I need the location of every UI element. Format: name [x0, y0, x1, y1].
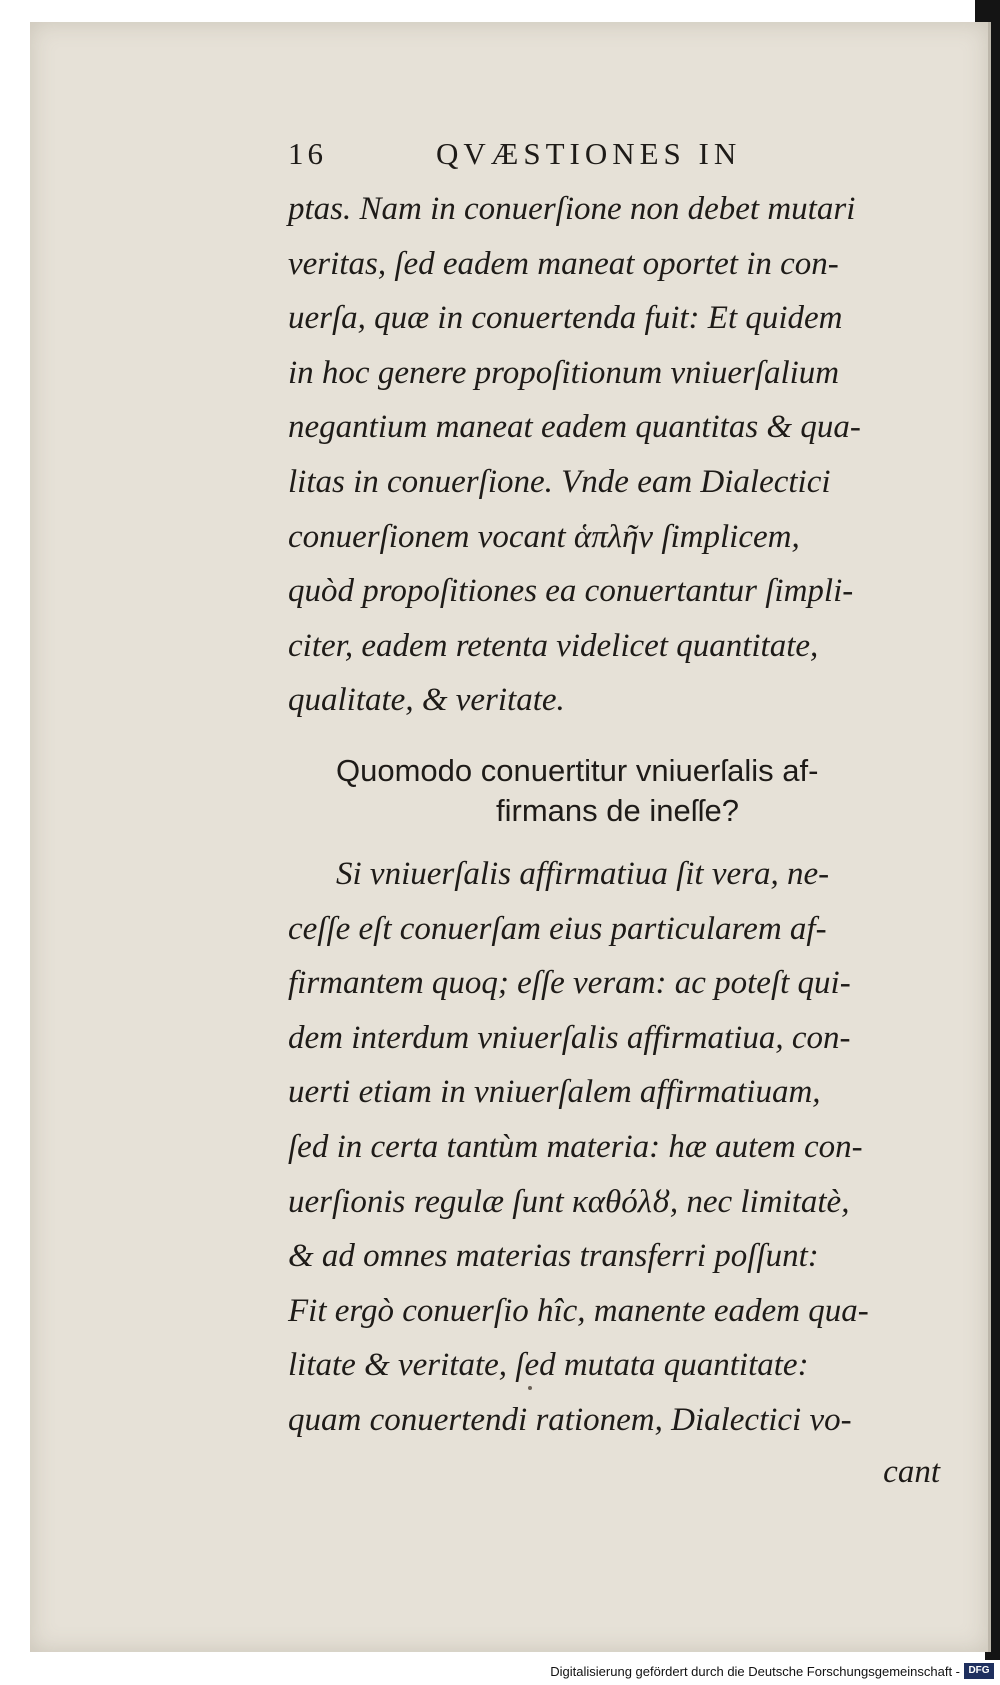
text-line: ceſſe eſt conuerſam eius particularem af-	[288, 910, 827, 947]
text-line: quòd propoſitiones ea conuertantur ſimpli-	[288, 573, 854, 610]
text-line: ptas. Nam in conuerſione non debet mutari	[288, 191, 856, 227]
text-line: litas in conuerſione. Vnde eam Dialectici	[288, 463, 831, 500]
text-line: dem interdum vniuerſalis affirmatiua, con-	[288, 1019, 851, 1056]
text-line: ſed in certa tantùm materia: hæ autem con-	[288, 1128, 863, 1165]
text-line: uerſionis regulæ ſunt καθόλȣ, nec limitatè,	[288, 1183, 850, 1220]
page-text-block	[288, 136, 968, 1497]
section-heading	[288, 751, 968, 831]
text-line: Si vniuerſalis affirmatiua ſit vera, ne-	[336, 855, 830, 892]
text-line: qualitate, & veritate.	[288, 682, 565, 719]
text-line: negantium maneat eadem quantitas & qua-	[288, 409, 861, 446]
text-line: firmantem quoq; eſſe veram: ac poteſt qui-	[288, 965, 851, 1002]
footer-bar	[0, 1660, 1000, 1685]
paragraph-2	[288, 847, 968, 1448]
text-line: veritas, ſed eadem maneat oportet in con-	[288, 245, 839, 282]
page-number: 16	[288, 136, 327, 171]
text-line: in hoc genere propoſitionum vniuerſalium	[288, 354, 840, 391]
text-line: uerſa, quæ in conuertenda fuit: Et quidem	[288, 300, 843, 337]
text-line: conuerſionem vocant ἁπλῆν ſimplicem,	[288, 518, 800, 555]
paragraph-1	[288, 182, 968, 728]
running-head-title: QVÆSTIONES IN	[436, 136, 742, 171]
text-line: Fit ergò conuerſio hîc, manente eadem qua-	[288, 1292, 869, 1329]
text-line: quam conuertendi rationem, Dialectici vo-	[288, 1401, 852, 1438]
digitization-credit: Digitalisierung gefördert durch die Deutsche Forschungsgemeinschaft -	[550, 1664, 960, 1679]
heading-line: Quomodo conuertitur vniuerſalis af-	[336, 752, 819, 788]
ink-speck	[528, 1386, 532, 1390]
catchword: cant	[883, 1454, 940, 1491]
dfg-logo-icon[interactable]: DFG	[964, 1663, 994, 1679]
text-line: uerti etiam in vniuerſalem affirmatiuam,	[288, 1074, 821, 1111]
text-line: citer, eadem retenta videlicet quantitate,	[288, 627, 819, 664]
running-head	[288, 136, 968, 182]
heading-line: firmans de ineſſe?	[496, 792, 739, 828]
text-line: litate & veritate, ſed mutata quantitate:	[288, 1347, 809, 1384]
text-line: & ad omnes materias transferri poſſunt:	[288, 1238, 819, 1275]
